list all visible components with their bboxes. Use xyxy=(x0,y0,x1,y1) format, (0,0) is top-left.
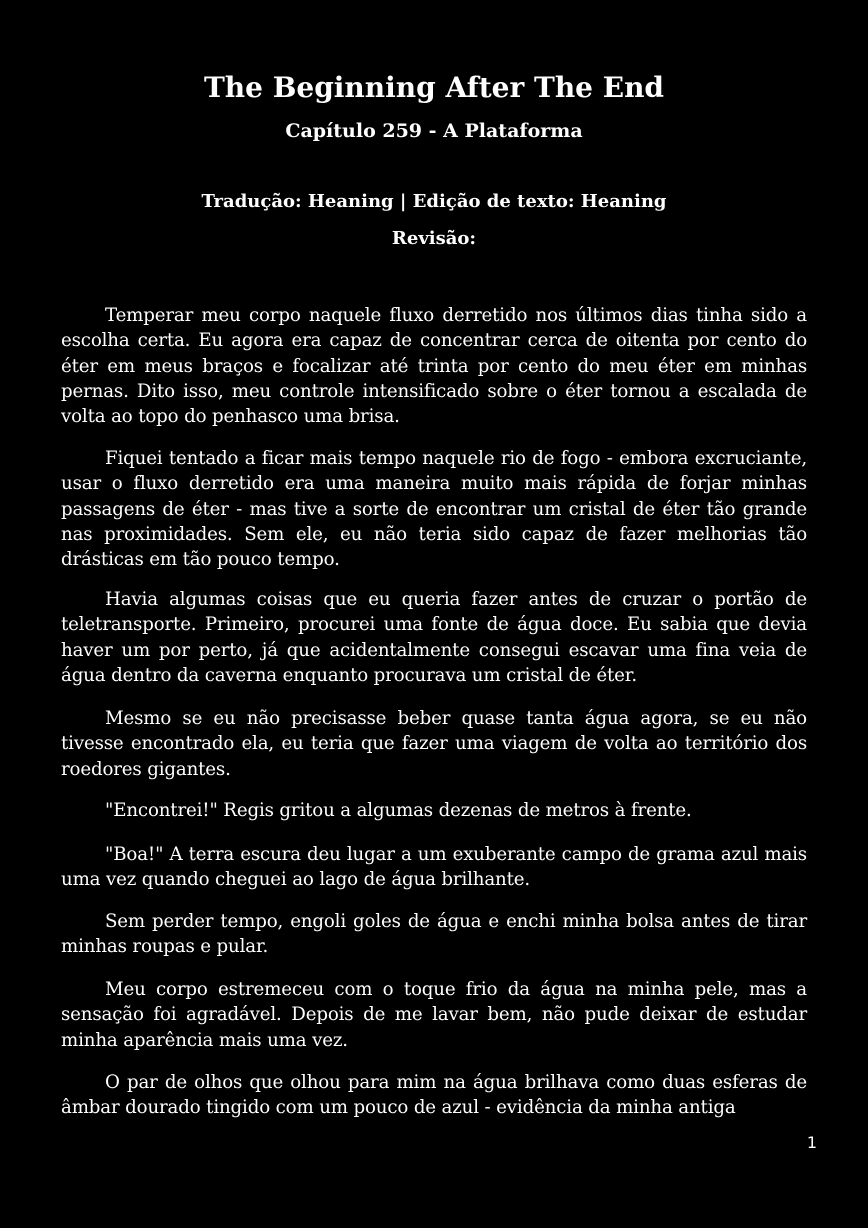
paragraph-4: Mesmo se eu não precisasse beber quase tanta água agora, se eu não tivesse encontrado ela, eu teria que fazer uma viagem de volta ao território dos roedores gigantes. xyxy=(61,708,807,780)
paragraph-3: Havia algumas coisas que eu queria fazer antes de cruzar o portão de teletransporte. Primeiro, procurei uma fonte de água doce. Eu sabia que devia haver um por perto, já que acidentalmente consegui escavar uma fina veia de água dentro da caverna enquanto procurava um cristal de éter. xyxy=(61,589,807,686)
paragraph-2: Fiquei tentado a ficar mais tempo naquele rio de fogo - embora excruciante, usar o fluxo derretido era uma maneira muito mais rápida de forjar minhas passagens de éter - mas tive a sorte de encontrar um cristal de éter tão grande nas proximidades. Sem ele, eu não teria sido capaz de fazer melhorias tão drásticas em tão pouco tempo. xyxy=(61,448,807,571)
paragraph-1: Temperar meu corpo naquele fluxo derretido nos últimos dias tinha sido a escolha certa. Eu agora era capaz de concentrar cerca de oitenta por cento do éter em meus braços e focalizar até trinta por cento do meu éter em minhas pernas. Dito isso, meu controle intensificado sobre o éter tornou a escalada de volta ao topo do penhasco uma brisa. xyxy=(61,305,807,428)
paragraph-6: "Boa!" A terra escura deu lugar a um exuberante campo de grama azul mais uma vez quando cheguei ao lago de água brilhante. xyxy=(61,844,807,891)
paragraph-5: "Encontrei!" Regis gritou a algumas dezenas de metros à frente. xyxy=(105,800,692,821)
page-number: 1 xyxy=(806,1133,818,1152)
book-title: The Beginning After The End xyxy=(203,71,665,104)
paragraph-8: Meu corpo estremeceu com o toque frio da água na minha pele, mas a sensação foi agradável. Depois de me lavar bem, não pude deixar de estudar minha aparência mais uma vez. xyxy=(61,979,807,1051)
translation-credits: Tradução: Heaning | Edição de texto: Heaning xyxy=(201,191,667,212)
paragraph-9: O par de olhos que olhou para mim na água brilhava como duas esferas de âmbar dourado tingido com um pouco de azul - evidência da minha antiga xyxy=(61,1072,807,1119)
chapter-title: Capítulo 259 - A Plataforma xyxy=(285,120,583,142)
paragraph-7: Sem perder tempo, engoli goles de água e enchi minha bolsa antes de tirar minhas roupas e pular. xyxy=(61,911,807,958)
review-credits: Revisão: xyxy=(391,228,477,249)
